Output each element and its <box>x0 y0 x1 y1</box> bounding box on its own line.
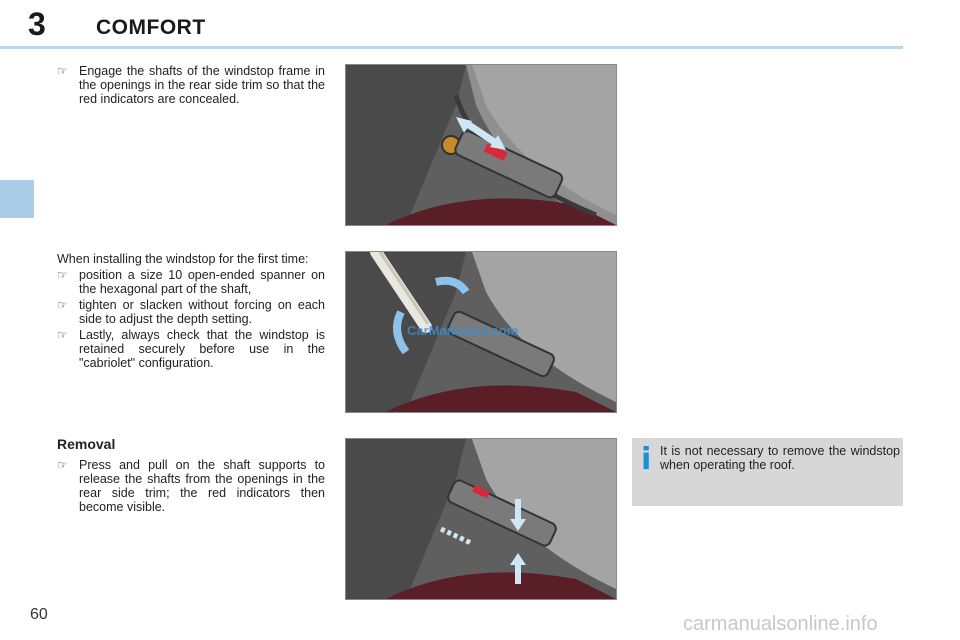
step2-bullet-2 <box>57 298 325 326</box>
step1-text: Engage the shafts of the windstop frame in the openings in the rear side trim so that the red indicators are concealed. <box>79 64 325 106</box>
figure-removal <box>345 438 617 600</box>
footer-watermark: carmanualsonline.info <box>683 613 878 635</box>
step2-bullet-text: tighten or slacken without forcing on each side to adjust the depth setting. <box>79 298 325 326</box>
header-rule <box>0 46 903 49</box>
hand-pointer-icon: ☞ <box>57 458 68 472</box>
step2-bullet-text: Lastly, always check that the windstop is retained securely before use in the "cabriolet" configuration. <box>79 328 325 370</box>
removal-bullet <box>57 458 325 514</box>
step2-bullet-1 <box>57 268 325 296</box>
removal-text: Press and pull on the shaft supports to release the shafts from the openings in the rear side trim; the red indicators then become visible. <box>79 458 325 514</box>
info-text: It is not necessary to remove the windstop when operating the roof. <box>660 444 900 472</box>
page-number: 60 <box>30 606 48 623</box>
info-icon: i <box>641 442 652 477</box>
step2-intro: When installing the windstop for the first time: <box>57 252 309 266</box>
chapter-title: COMFORT <box>96 16 206 39</box>
chapter-side-tab <box>0 180 34 218</box>
figure-engage-shafts <box>345 64 617 226</box>
step2-bullet-3 <box>57 328 325 370</box>
step1-bullet <box>57 64 325 106</box>
step2-text-block <box>57 252 325 370</box>
info-box <box>632 438 903 506</box>
chapter-number: 3 <box>28 6 46 42</box>
removal-heading: Removal <box>57 436 116 452</box>
removal-text-block <box>57 458 325 514</box>
step2-bullet-text: position a size 10 open-ended spanner on the hexagonal part of the shaft, <box>79 268 325 296</box>
hand-pointer-icon: ☞ <box>57 298 68 312</box>
hand-pointer-icon: ☞ <box>57 64 68 78</box>
step1-text-block <box>57 64 325 106</box>
hand-pointer-icon: ☞ <box>57 328 68 342</box>
figure-overlay-watermark: CarManuals2.com <box>407 323 519 338</box>
hand-pointer-icon: ☞ <box>57 268 68 282</box>
